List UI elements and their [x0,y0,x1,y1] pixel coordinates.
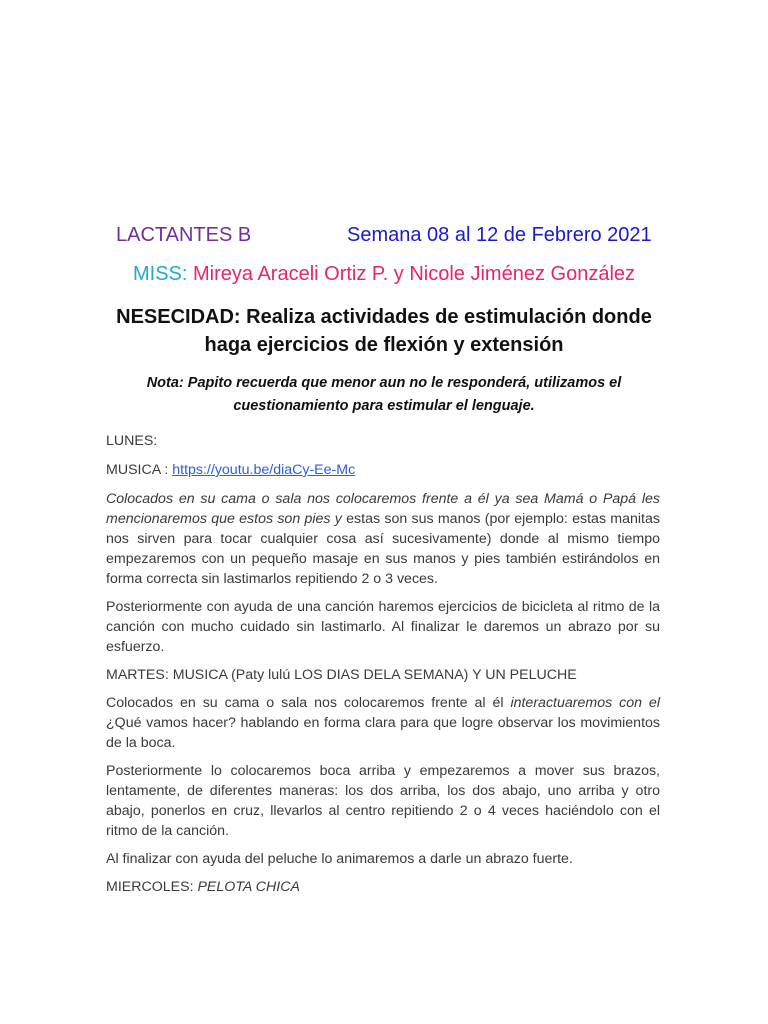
monday-heading: LUNES: [106,433,158,449]
tuesday-paragraph-3: Al finalizar con ayuda del peluche lo animaremos a darle un abrazo fuerte. [106,851,573,867]
tuesday-paragraph-2: Posteriormente lo colocaremos boca arriba y empezaremos a mover sus brazos, lentamente, de diferentes maneras: los dos arriba, los dos abajo, uno arriba y otro abajo, ponerlos en cruz, llevarlos al centro repitiendo 2 o 4 veces haciéndolo con el ritmo de la canción. [106,763,660,839]
tuesday-p1-italic: interactuaremos con el [510,695,660,711]
tuesday-p1-start: Colocados en su cama o sala nos colocaremos frente al él [106,695,511,711]
need-heading: NESECIDAD: Realiza actividades de estimulación donde haga ejercicios de flexión y extensión [116,306,652,356]
week-range: Semana 08 al 12 de Febrero 2021 [347,224,652,246]
class-name: LACTANTES B [116,224,252,246]
note [110,372,658,418]
monday-music [106,460,660,480]
monday-p1-italic: Colocados en su cama o sala nos colocaremos frente a él ya sea Mamá o Papá les mencionaremos que estos son pies y [106,491,660,527]
tuesday-paragraph-1 [106,693,660,753]
activities-body [106,431,660,905]
note-line-2: cuestionamiento para estimular el lenguaje. [233,398,535,414]
monday-paragraph-1 [106,489,660,589]
monday-paragraph-2: Posteriormente con ayuda de una canción haremos ejercicios de bicicleta al ritmo de la canción con mucho cuidado sin lastimarlo. Al finalizar le daremos un abrazo por su esfuerzo. [106,599,660,655]
wednesday-item: PELOTA CHICA [197,879,300,895]
note-line-1: Nota: Papito recuerda que menor aun no le responderá, utilizamos el [146,375,622,391]
wednesday-day: MIERCOLES: [106,879,194,895]
header-line [0,224,768,252]
monday-p1-rest: estas son sus manos (por ejemplo: estas manitas nos sirven para tocar cualquier cosa así sucesivamente) donde al mismo tiempo empezaremos con un pequeño masaje en sus manos y pies también estirándolos en forma correcta sin lastimarlos repitiendo 2 o 3 veces. [106,511,660,587]
wednesday-heading [106,877,660,897]
tuesday-heading: MARTES: MUSICA (Paty lulú LOS DIAS DELA SEMANA) Y UN PELUCHE [106,667,577,683]
tuesday-p1-rest: ¿Qué vamos hacer? hablando en forma clara para que logre observar los movimientos de la boca. [106,715,660,751]
music-link[interactable]: https://youtu.be/diaCy-Ee-Mc [172,462,356,478]
music-label: MUSICA : [106,462,169,478]
teachers-line [0,263,768,286]
teacher-names: Mireya Araceli Ortiz P. y Nicole Jiménez González [193,263,636,285]
miss-label: MISS: [132,263,188,285]
